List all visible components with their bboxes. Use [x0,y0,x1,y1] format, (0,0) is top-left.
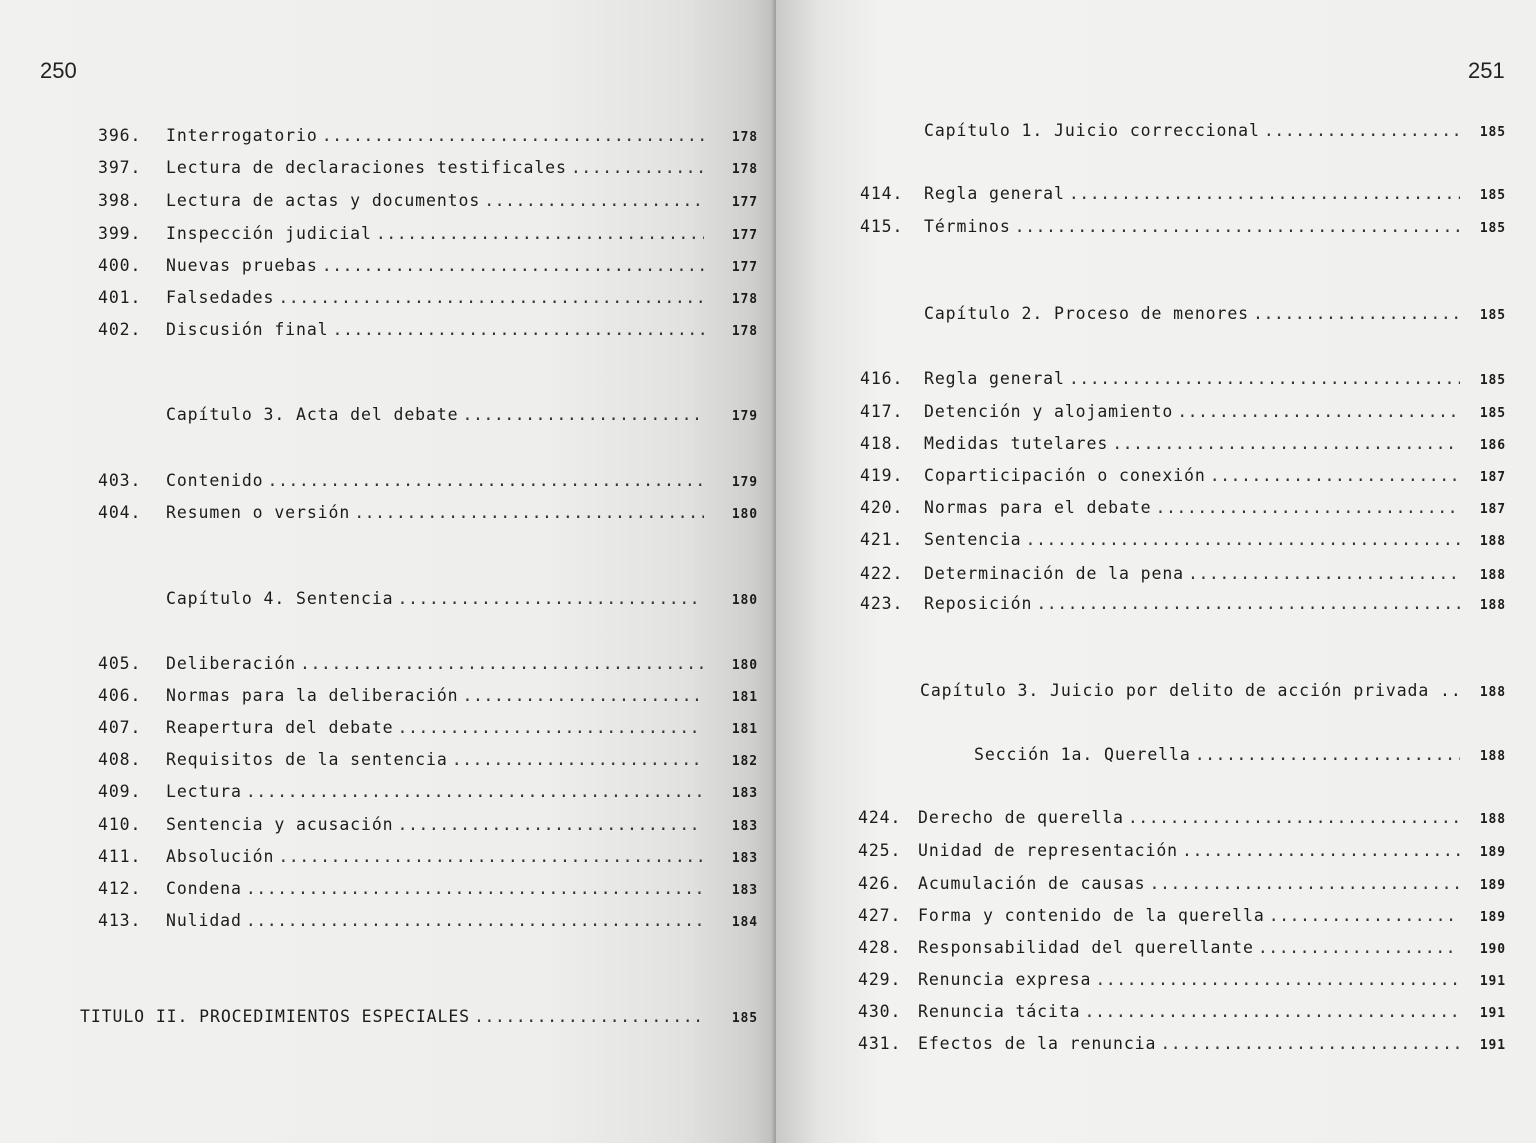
entry-title: Derecho de querella [918,808,1124,827]
entry-title: Responsabilidad del querellante [918,938,1254,957]
dot-leader [354,503,704,522]
toc-entry [98,847,758,866]
toc-entry [858,874,1506,893]
dot-leader [333,320,704,339]
entry-title: Interrogatorio [166,126,318,145]
entry-number: 402. [98,320,142,339]
entry-title: Acumulación de causas [918,874,1146,893]
entry-page: 181 [731,690,758,705]
toc-entry [98,191,758,210]
entry-number: 416. [860,369,904,388]
entry-number: 421. [860,530,904,549]
entry-number: 427. [858,906,902,925]
entry-page: 178 [731,162,758,177]
entry-number: 399. [98,224,142,243]
toc-entry [98,224,758,243]
chapter-heading [166,589,758,608]
chapter-heading [924,304,1506,323]
entry-page: 188 [1479,749,1506,764]
entry-page: 189 [1479,878,1506,893]
entry-title: Sentencia [924,530,1022,549]
entry-page: 190 [1479,942,1506,957]
entry-page: 185 [1479,188,1506,203]
entry-number: 403. [98,471,142,490]
entry-title: Reapertura del debate [166,718,394,737]
entry-title: Unidad de representación [918,841,1179,860]
toc-entry [98,288,758,307]
entry-page: 177 [731,195,758,210]
toc-entry [860,434,1506,453]
toc-entry [98,471,758,490]
entry-title: Coparticipación o conexión [924,466,1206,485]
entry-page: 183 [731,883,758,898]
dot-leader [1177,402,1460,421]
entry-page: 183 [731,819,758,834]
entry-page: 188 [1479,534,1506,549]
toc-entry [98,782,758,801]
dot-leader [268,471,704,490]
dot-leader [452,750,704,769]
toc-entry [98,718,758,737]
toc-entry [98,686,758,705]
toc-entry [860,184,1506,203]
entry-page: 185 [731,1011,758,1026]
toc-entry [860,402,1506,421]
entry-page: 188 [1479,568,1506,583]
entry-page: 187 [1479,502,1506,517]
entry-title: Medidas tutelares [924,434,1109,453]
entry-title: Absolución [166,847,275,866]
toc-entry [98,126,758,145]
toc-entry [98,503,758,522]
entry-page: 178 [731,324,758,339]
entry-title: Normas para la deliberación [166,686,459,705]
entry-number: 428. [858,938,902,957]
dot-leader [1112,434,1460,453]
entry-title: Determinación de la pena [924,564,1185,583]
dot-leader [1015,217,1460,236]
entry-number: 410. [98,815,142,834]
entry-title: Renuncia expresa [918,970,1092,989]
entry-title: TITULO II. PROCEDIMIENTOS ESPECIALES [80,1007,471,1026]
entry-title: Lectura de actas y documentos [166,191,481,210]
dot-leader [300,654,704,673]
entry-number: 430. [858,1002,902,1021]
entry-number: 420. [860,498,904,517]
entry-number: 398. [98,191,142,210]
toc-entry [860,564,1506,583]
dot-leader [246,782,704,801]
dot-leader [376,224,704,243]
toc-entry [98,320,758,339]
dot-leader [322,126,704,145]
entry-title: Resumen o versión [166,503,351,522]
entry-page: 180 [731,593,758,608]
entry-number: 424. [858,808,902,827]
dot-leader [398,589,704,608]
dot-leader [571,158,704,177]
entry-number: 407. [98,718,142,737]
toc-entry [858,970,1506,989]
chapter-heading [924,121,1506,140]
entry-title: Falsedades [166,288,275,307]
entry-number: 396. [98,126,142,145]
entry-page: 182 [731,754,758,769]
entry-number: 406. [98,686,142,705]
entry-page: 183 [731,786,758,801]
entry-page: 179 [731,409,758,424]
dot-leader [398,718,704,737]
entry-title: Deliberación [166,654,297,673]
entry-page: 191 [1479,1038,1506,1053]
entry-number: 414. [860,184,904,203]
dot-leader [246,911,704,930]
dot-leader [1069,184,1460,203]
entry-title: Regla general [924,369,1065,388]
entry-page: 184 [731,915,758,930]
toc-entry [860,530,1506,549]
entry-page: 188 [1479,685,1506,700]
dot-leader [1269,906,1460,925]
entry-title: Condena [166,879,242,898]
entry-number: 404. [98,503,142,522]
right-page [776,0,1536,1143]
dot-leader [1264,121,1460,140]
toc-entry [858,1034,1506,1053]
toc-entry [860,217,1506,236]
chapter-heading [166,405,758,424]
page-number: 250 [40,58,77,83]
entry-page: 180 [731,507,758,522]
dot-leader [1036,594,1460,613]
entry-title: Sección 1a. Querella [974,745,1191,764]
entry-number: 411. [98,847,142,866]
toc-entry [98,654,758,673]
entry-page: 189 [1479,910,1506,925]
dot-leader [322,256,704,275]
entry-page: 177 [731,228,758,243]
entry-title: Discusión final [166,320,329,339]
entry-title: Lectura de declaraciones testificales [166,158,567,177]
dot-leader [1150,874,1460,893]
entry-page: 188 [1479,598,1506,613]
entry-page: 177 [731,260,758,275]
chapter-heading [920,681,1506,700]
toc-entry [98,911,758,930]
dot-leader [1156,498,1460,517]
dot-leader [278,847,704,866]
toc-entry [98,815,758,834]
entry-page: 188 [1479,812,1506,827]
entry-title: Términos [924,217,1011,236]
toc-entry [860,466,1506,485]
dot-leader [474,1007,704,1026]
entry-page: 185 [1479,406,1506,421]
dot-leader [398,815,704,834]
entry-page: 178 [731,292,758,307]
entry-page: 185 [1479,125,1506,140]
entry-number: 425. [858,841,902,860]
entry-number: 422. [860,564,904,583]
entry-number: 405. [98,654,142,673]
dot-leader [1182,841,1460,860]
entry-page: 191 [1479,1006,1506,1021]
entry-title: Nulidad [166,911,242,930]
toc-entry [858,808,1506,827]
toc-entry [98,158,758,177]
entry-title: Contenido [166,471,264,490]
entry-number: 419. [860,466,904,485]
entry-number: 426. [858,874,902,893]
dot-leader [1085,1002,1460,1021]
entry-title: Capítulo 4. Sentencia [166,589,394,608]
toc-entry [98,256,758,275]
entry-page: 186 [1479,438,1506,453]
entry-page: 185 [1479,308,1506,323]
entry-page: 179 [731,475,758,490]
entry-title: Normas para el debate [924,498,1152,517]
entry-title: Requisitos de la sentencia [166,750,448,769]
entry-page: 183 [731,851,758,866]
entry-title: Capítulo 2. Proceso de menores [924,304,1250,323]
entry-page: 185 [1479,221,1506,236]
entry-title: Lectura [166,782,242,801]
dot-leader [463,405,704,424]
entry-title: Forma y contenido de la querella [918,906,1265,925]
dot-leader [463,686,704,705]
section-heading [974,745,1506,764]
toc-entry [858,1002,1506,1021]
entry-title: Capítulo 3. Acta del debate [166,405,459,424]
toc-entry [858,938,1506,957]
entry-number: 412. [98,879,142,898]
entry-title: Inspección judicial [166,224,372,243]
entry-title: Efectos de la renuncia [918,1034,1157,1053]
dot-leader [278,288,704,307]
entry-number: 423. [860,594,904,613]
dot-leader [1253,304,1460,323]
toc-entry [860,498,1506,517]
entry-title: Sentencia y acusación [166,815,394,834]
entry-page: 178 [731,130,758,145]
entry-number: 418. [860,434,904,453]
entry-number: 417. [860,402,904,421]
entry-title: Detención y alojamiento [924,402,1174,421]
entry-number: 400. [98,256,142,275]
toc-entry [858,841,1506,860]
dot-leader [1188,564,1460,583]
dot-leader [1210,466,1460,485]
entry-page: 180 [731,658,758,673]
toc-entry [858,906,1506,925]
dot-leader [1069,369,1460,388]
entry-page: 185 [1479,373,1506,388]
entry-page: 191 [1479,974,1506,989]
entry-number: 408. [98,750,142,769]
entry-title: Capítulo 1. Juicio correccional [924,121,1260,140]
entry-number: 429. [858,970,902,989]
dot-leader [1195,745,1460,764]
dot-leader [1160,1034,1460,1053]
toc-entry [98,879,758,898]
entry-number: 397. [98,158,142,177]
dot-leader [1026,530,1460,549]
entry-page: 187 [1479,470,1506,485]
entry-title: Capítulo 3. Juicio por delito de acción privada .. [920,681,1462,700]
dot-leader [246,879,704,898]
entry-page: 181 [731,722,758,737]
entry-number: 413. [98,911,142,930]
entry-title: Nuevas pruebas [166,256,318,275]
toc-entry [98,750,758,769]
entry-title: Renuncia tácita [918,1002,1081,1021]
entry-number: 415. [860,217,904,236]
toc-entry [860,369,1506,388]
toc-entry [860,594,1506,613]
entry-number: 431. [858,1034,902,1053]
entry-page: 189 [1479,845,1506,860]
dot-leader [1128,808,1460,827]
dot-leader [1095,970,1460,989]
entry-number: 409. [98,782,142,801]
entry-title: Regla general [924,184,1065,203]
page-number: 251 [1468,58,1505,83]
dot-leader [1258,938,1460,957]
dot-leader [484,191,704,210]
entry-title: Reposición [924,594,1033,613]
title-heading [80,1007,758,1026]
entry-number: 401. [98,288,142,307]
